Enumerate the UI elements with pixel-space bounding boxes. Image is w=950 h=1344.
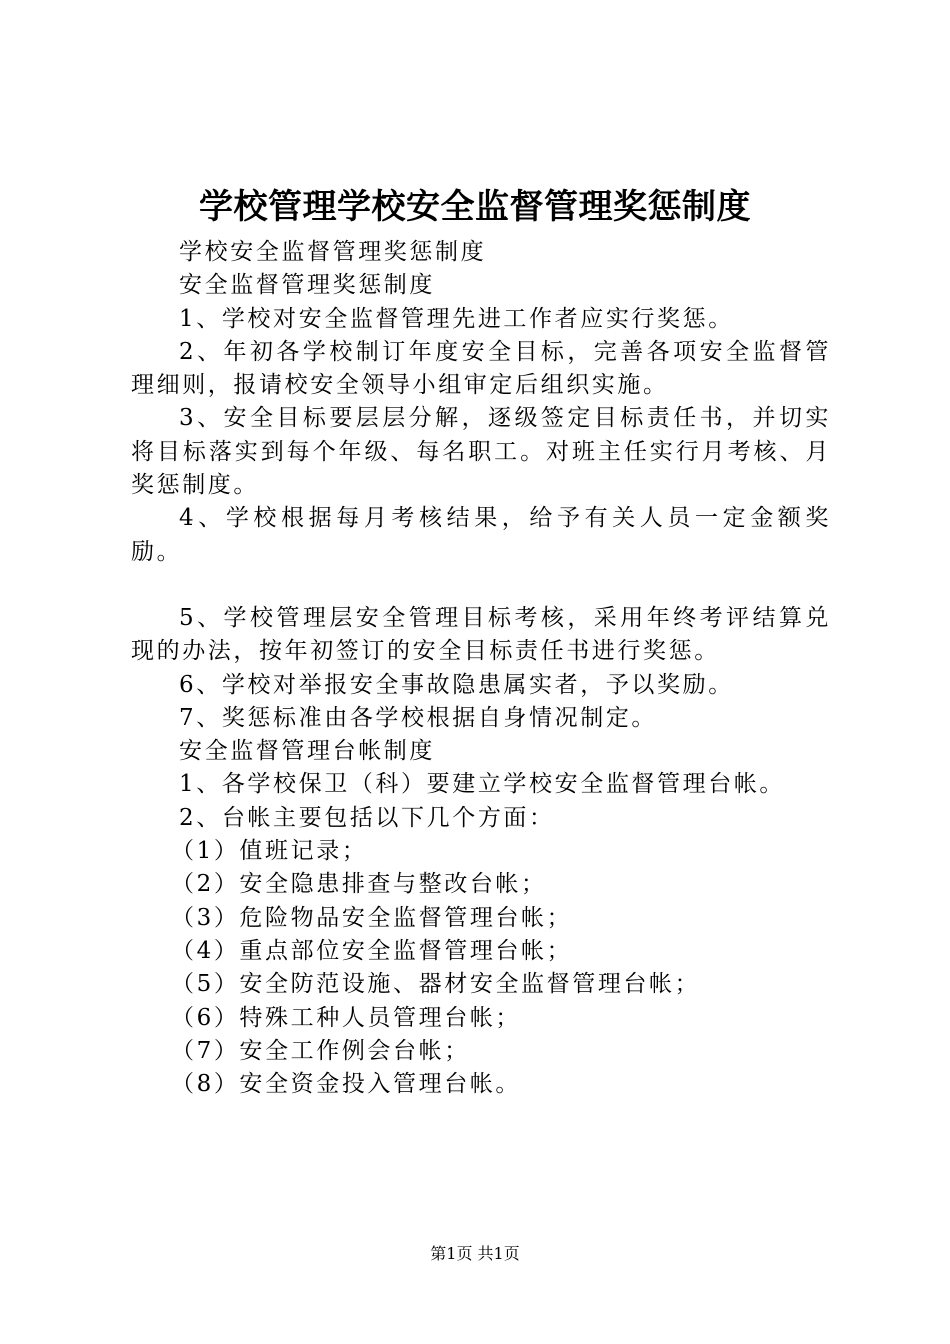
paragraph: 安全监督管理奖惩制度 xyxy=(179,272,435,299)
paragraph: 2、台帐主要包括以下几个方面： xyxy=(179,804,555,831)
paragraph: 5、学校管理层安全管理目标考核，采用年终考评结算兑现的办法，按年初签订的安全目标责任书进行奖惩。 xyxy=(131,604,831,665)
paragraph: 1、各学校保卫（科）要建立学校安全监督管理台帐。 xyxy=(179,771,786,798)
document-title: 学校管理学校安全监督管理奖惩制度 xyxy=(199,187,751,227)
list-item: （5）安全防范设施、器材安全监督管理台帐； xyxy=(171,971,701,998)
list-item: （8）安全资金投入管理台帐。 xyxy=(171,1071,522,1098)
list-item: （4）重点部位安全监督管理台帐； xyxy=(171,937,573,964)
document-body xyxy=(131,236,831,1101)
list-item: （2）安全隐患排查与整改台帐； xyxy=(171,871,547,898)
paragraph: 1、学校对安全监督管理先进工作者应实行奖惩。 xyxy=(179,305,734,332)
list-item: （3）危险物品安全监督管理台帐； xyxy=(171,904,573,931)
section-heading: 安全监督管理台帐制度 xyxy=(179,738,435,765)
list-item: （7）安全工作例会台帐； xyxy=(171,1037,470,1064)
paragraph: 2、年初各学校制订年度安全目标，完善各项安全监督管理细则，报请校安全领导小组审定后组织实施。 xyxy=(131,338,831,399)
list-item: （1）值班记录； xyxy=(171,838,368,865)
paragraph: 学校安全监督管理奖惩制度 xyxy=(179,239,487,265)
paragraph: 3、安全目标要层层分解，逐级签定目标责任书，并切实将目标落实到每个年级、每名职工。对班主任实行月考核、月奖惩制度。 xyxy=(131,405,831,499)
paragraph: 4、学校根据每月考核结果，给予有关人员一定金额奖励。 xyxy=(131,505,831,565)
page-number: 第1页 共1页 xyxy=(430,1244,520,1263)
paragraph: 6、学校对举报安全事故隐患属实者，予以奖励。 xyxy=(179,671,734,698)
list-item: （6）特殊工种人员管理台帐； xyxy=(171,1004,522,1031)
paragraph: 7、奖惩标准由各学校根据自身情况制定。 xyxy=(179,704,658,731)
